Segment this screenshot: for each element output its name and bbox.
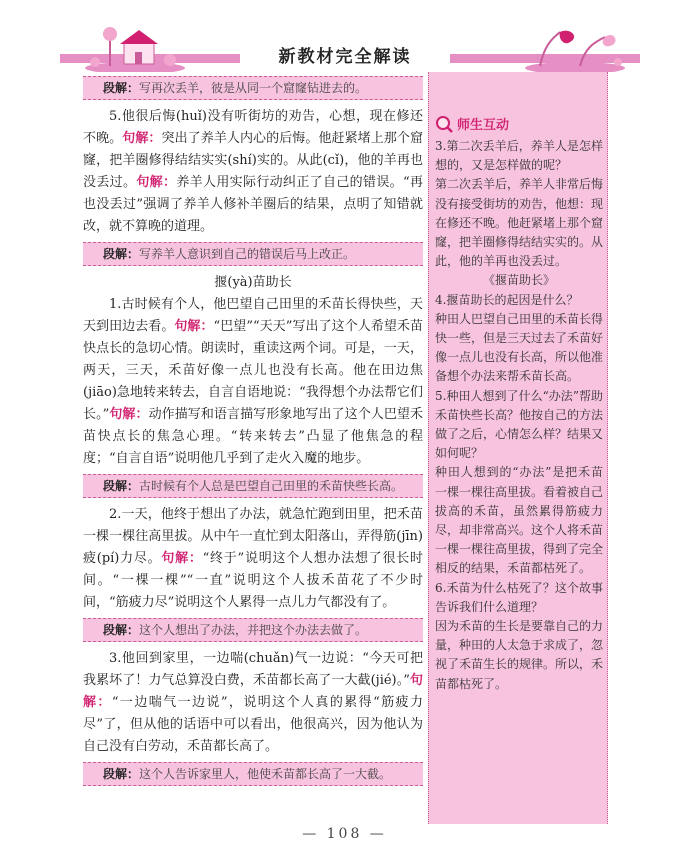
question-6: 6.禾苗为什么枯死了？这个故事告诉我们什么道理？: [435, 580, 603, 614]
sentence-note-label: 句解：: [83, 673, 423, 710]
paragraph-text: 2.一天，他终于想出了办法，就急忙跑到田里，把禾苗一棵一棵往高里拔。从中午一直忙到太阳落山，弄得筋(jīn)疲(pí)力尽。: [83, 507, 423, 566]
sidebar-content: [435, 114, 603, 694]
paragraph-text: 突出了养羊人内心的后悔。他赶紧堵上那个窟窿，把羊圈修得结结实实(shí)实的。从此(cǐ)，他的羊再也没丢过。: [83, 131, 423, 190]
paragraph-text: 动作描写和语言描写形象地写出了这个人巴望禾苗快点长的焦急心理。“转来转去”凸显了他焦急的程度；“自言自语”说明他几乎到了走火入魔的地步。: [83, 407, 423, 466]
paragraph-text: 5.他很后悔(huǐ)没有听街坊的劝告，心想，现在修还不晚。: [83, 109, 423, 146]
summary-label: 段解：: [103, 479, 140, 493]
sentence-note-label: 句解：: [122, 131, 162, 146]
paragraph-text: “一边喘气一边说”，说明这个人真的累得“筋疲力尽”了，但从他的话语中可以看出，他很高兴，因为他认为自己没有白劳动，禾苗都长高了。: [83, 695, 423, 754]
sentence-note-label: 句解：: [174, 319, 214, 334]
paragraph-3: [83, 648, 423, 758]
summary-text: 写再次丢羊，彼是从同一个窟窿钻进去的。: [139, 81, 368, 95]
question-4: 4.揠苗助长的起因是什么？: [435, 292, 579, 307]
answer-5: 种田人想到的“办法”是把禾苗一棵一棵往高里拔。看着被自己拔高的禾苗，虽然累得筋疲力尽，却非常高兴。这个人将禾苗一棵一棵往高里拔，得到了完全相反的结果，禾苗都枯死了。: [435, 465, 604, 576]
magnifier-icon: [435, 115, 453, 133]
summary-text: 古时候有个人总是巴望自己田里的禾苗快些长高。: [139, 479, 404, 493]
paragraph-summary: [83, 76, 423, 100]
paragraph-text: 3.他回到家里，一边喘(chuǎn)气一边说：“今天可把我累坏了！力气总算没白费，禾苗都长高了一大截(jié)。”: [83, 651, 423, 688]
paragraph-text: 1.古时候有个人，他巴望自己田里的禾苗长得快些，天天到田边去看。: [83, 297, 423, 334]
sentence-note-label: 句解：: [109, 407, 149, 422]
page-header-title: 新教材完全解读: [240, 40, 450, 69]
sidebar-heading-text: 师生互动: [457, 118, 510, 133]
summary-label: 段解：: [103, 767, 140, 781]
summary-label: 段解：: [103, 623, 140, 637]
answer-4: 种田人巴望自己田里的禾苗长得快一些，但是三天过去了禾苗好像一点儿也没有长高，所以他准备想个办法来帮禾苗长高。: [435, 311, 604, 384]
paragraph-summary: [83, 474, 423, 498]
page-number: — 108 —: [302, 826, 387, 842]
question-3: 3.第二次丢羊后，养羊人是怎样想的，又是怎样做的呢？: [435, 139, 603, 173]
paragraph-text: “巴望”“天天”写出了这个人希望禾苗快点长的急切心情。朗读时，重读这两个词。可是，一天，两天，三天，禾苗好像一点儿也没有长高。他在田边焦(jiāo)急地转来转去，自言自语地说：“我得想个办法帮它们长。”: [83, 319, 423, 422]
answer-3: 第二次丢羊后，养羊人非常后悔没有接受街坊的劝告，他想：现在修还不晚。他赶紧堵上那个窟窿，把羊圈修得结结实实的。从此，他的羊再也没丢过。: [435, 177, 604, 269]
summary-label: 段解：: [103, 247, 140, 261]
sidebar-heading: [435, 114, 603, 133]
paragraph-5: [83, 106, 423, 238]
sentence-note-label: 句解：: [161, 551, 203, 566]
paragraph-1: [83, 294, 423, 470]
paragraph-text: 养羊人用实际行动纠正了自己的错误。“再也没丢过”强调了养羊人修补羊圈后的结果，点明了知错就改，就不算晚的道理。: [83, 175, 423, 234]
summary-label: 段解：: [103, 81, 140, 95]
summary-text: 这个人想出了办法，并把这个办法去做了。: [139, 623, 368, 637]
paragraph-summary: [83, 618, 423, 642]
sentence-note-label: 句解：: [136, 175, 177, 190]
question-5: 5.种田人想到了什么“办法”帮助禾苗快些长高？他按自己的方法做了之后，心情怎么样？结果又如何呢？: [435, 388, 604, 461]
sidebar-qa-panel: [428, 72, 608, 824]
story-title: 揠(yà)苗助长: [214, 275, 292, 290]
paragraph-2: [83, 504, 423, 614]
paragraph-text: “终于”说明这个人想办法想了很长时间。“一棵一棵”“一直”说明这个人拔禾苗花了不少时间，“筋疲力尽”说明这个人累得一点儿力气都没有了。: [83, 551, 423, 610]
story-reference: 《揠苗助长》: [482, 273, 555, 288]
summary-text: 写养羊人意识到自己的错误后马上改正。: [139, 247, 356, 261]
flower-decoration-icon: [520, 22, 630, 72]
answer-6: 因为禾苗的生长是要靠自己的力量，种田的人太急于求成了，忽视了禾苗生长的规律。所以，禾苗都枯死了。: [435, 619, 604, 691]
house-decoration-icon: [80, 22, 190, 72]
main-column: [83, 72, 423, 792]
paragraph-summary: [83, 242, 423, 266]
paragraph-summary: [83, 762, 423, 786]
summary-text: 这个人告诉家里人，他使禾苗都长高了一大截。: [139, 767, 392, 781]
